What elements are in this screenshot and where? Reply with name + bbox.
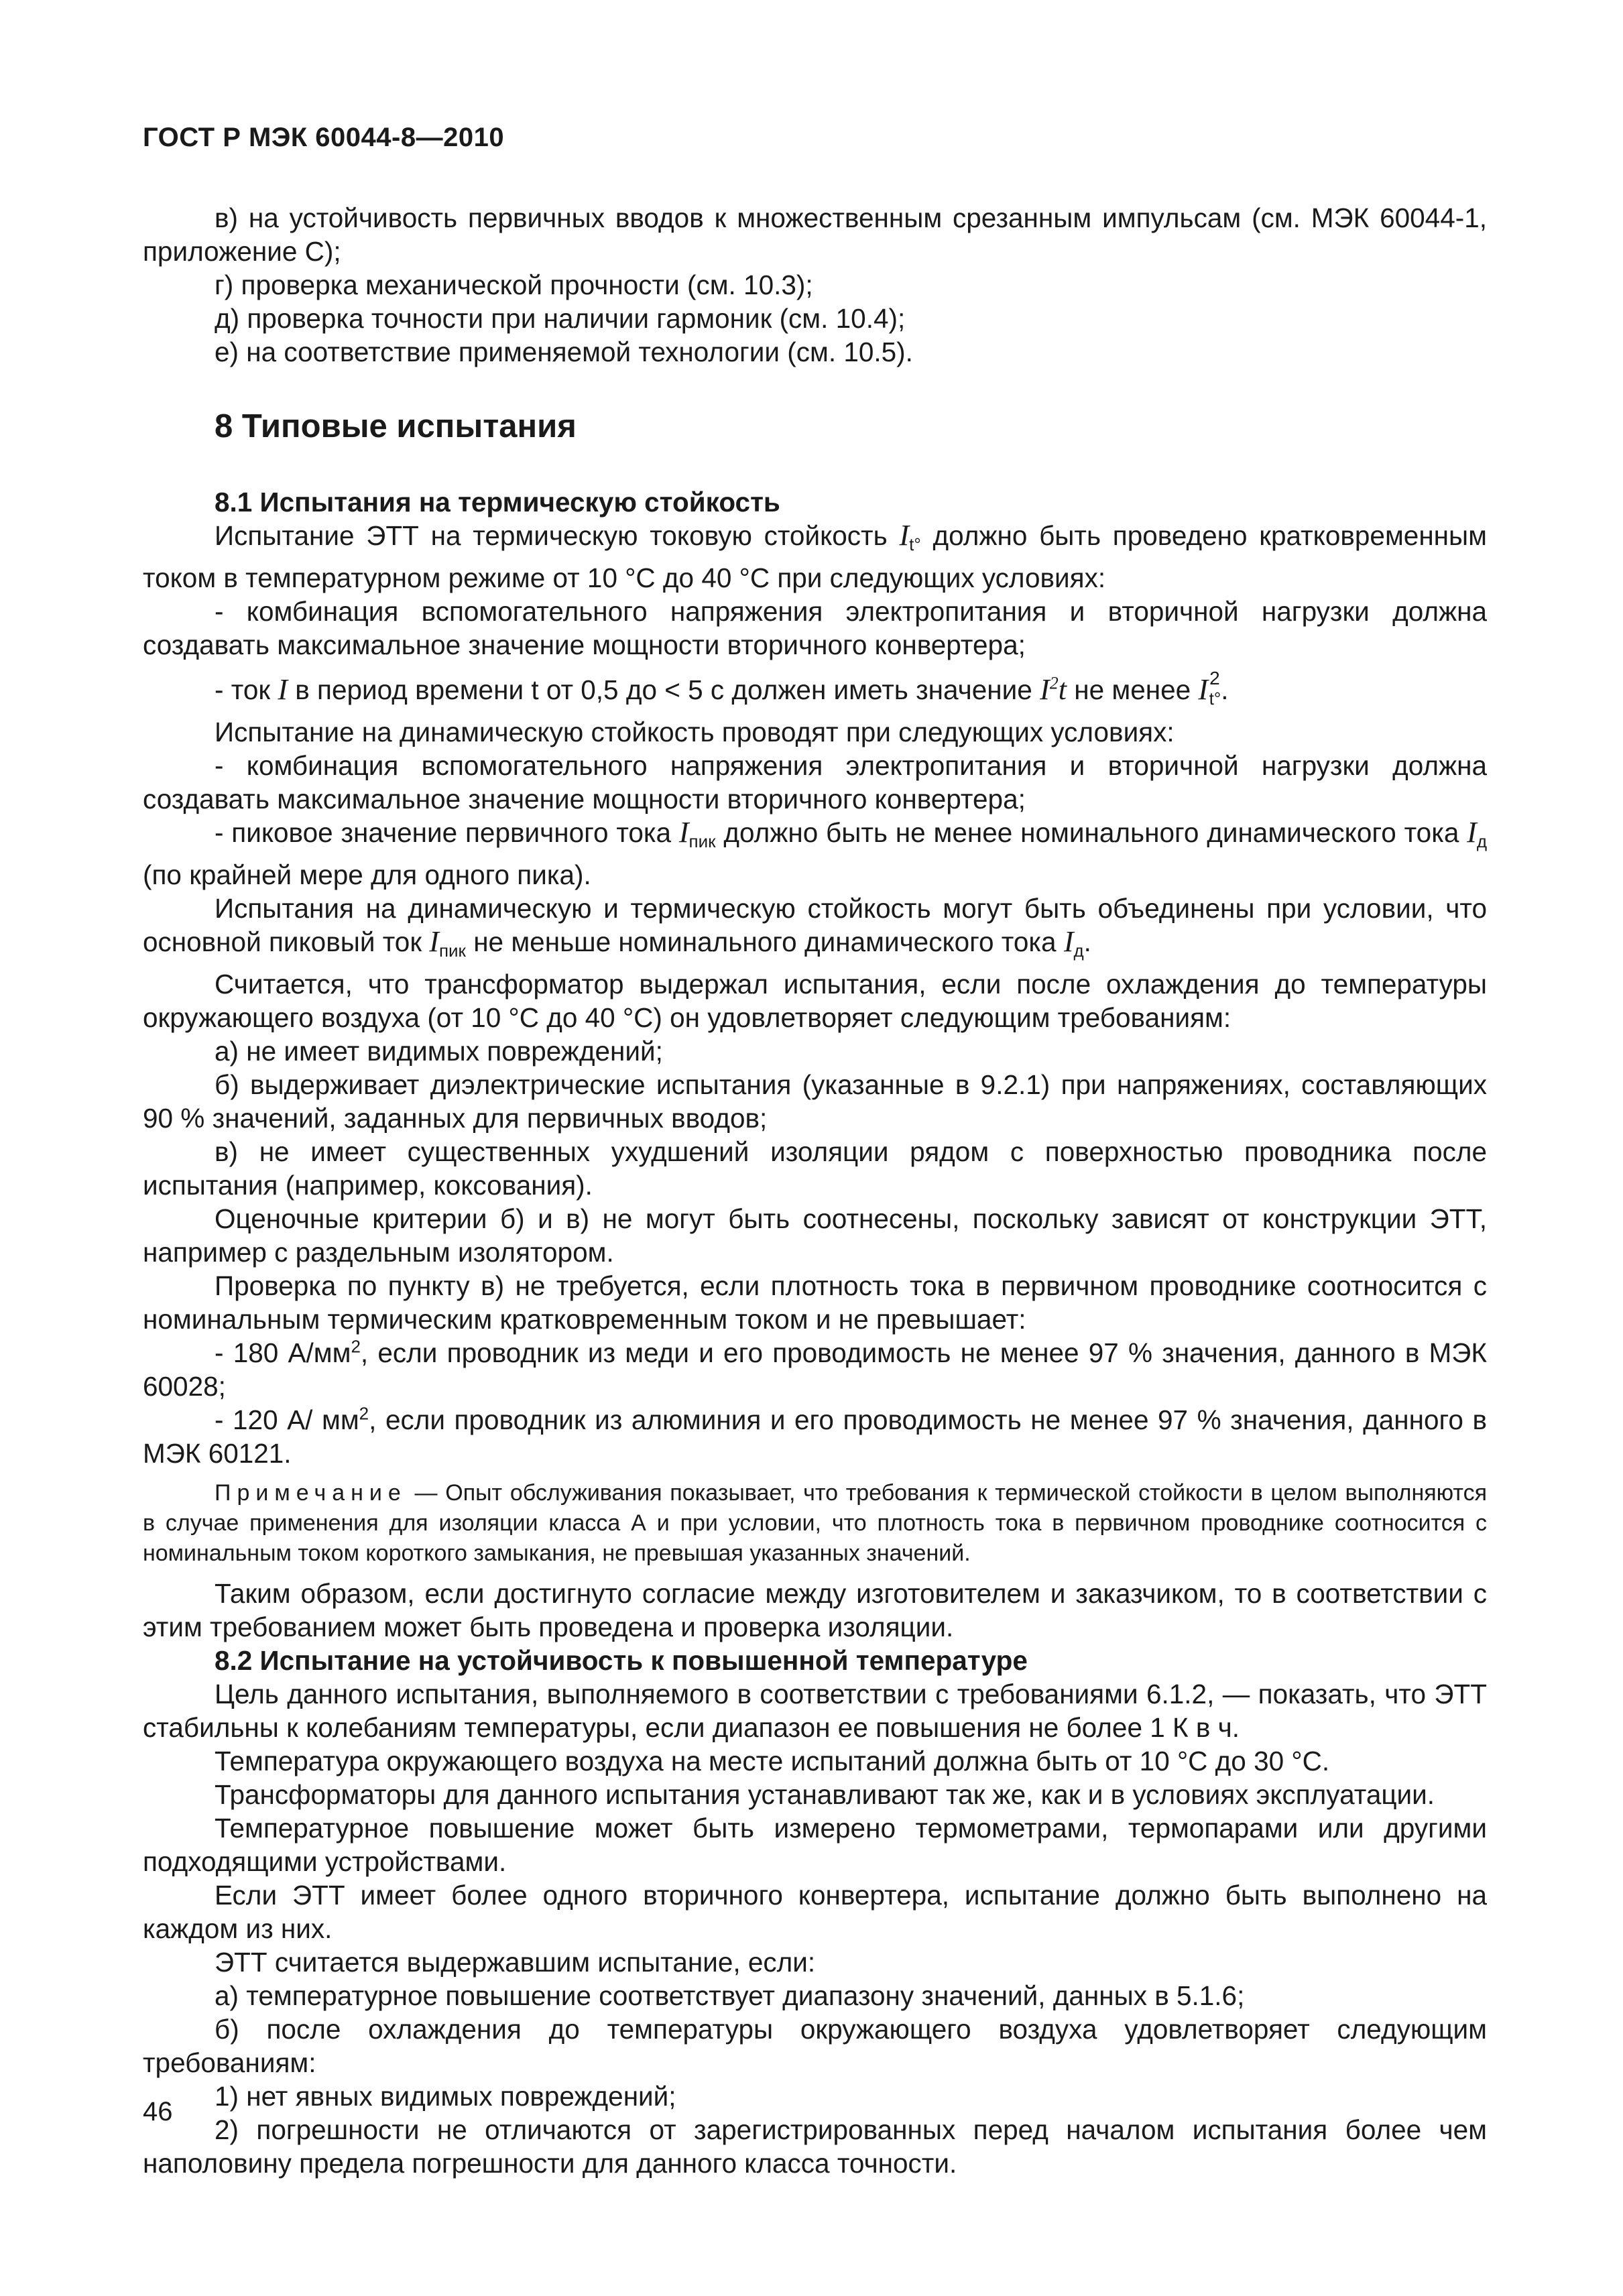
note-text: — Опыт обслуживания показывает, что требования к термической стойкости в целом выполняются в случае применения для изоляции класса А и при условии, что плотность тока в первичном проводнике соотносится с номинальным током короткого замыкания, не превышая указанных значений. <box>143 1480 1487 1566</box>
paragraph-8-1-6 <box>143 816 1487 892</box>
paragraph-8-1-14 <box>143 1336 1487 1403</box>
paragraph-8-1-16: Таким образом, если достигнуто согласие между изготовителем и заказчиком, то в соответствии с этим требованием может быть проведена и проверка изоляции. <box>143 1578 1487 1642</box>
paragraph-8-1-13: Проверка по пункту в) не требуется, если плотность тока в первичном проводнике соотносится с номинальным термическим кратковременным током и не превышает: <box>143 1270 1487 1335</box>
symbol-t: t <box>1058 673 1067 706</box>
text: Испытание ЭТТ на термическую токовую стойкость <box>215 520 900 551</box>
paragraph-8-2-6: ЭТТ считается выдержавшим испытание, если: <box>215 1947 816 1978</box>
text: - ток <box>215 674 278 705</box>
note <box>143 1478 1487 1569</box>
paragraph-8-2-1: Цель данного испытания, выполняемого в соответствии с требованиями 6.1.2, — показать, что ЭТТ стабильны к колебаниям температуры, если диапазон ее повышения не более 1 К в ч. <box>143 1679 1487 1743</box>
symbol-I-dyn <box>1063 925 1084 961</box>
section-8-heading: 8 Типовые испытания <box>215 408 577 444</box>
text: (по крайней мере для одного пика). <box>143 859 591 890</box>
text: , если проводник из меди и его проводимость не менее 97 % значения, данного в МЭК 60028; <box>143 1337 1487 1402</box>
list-item-g: г) проверка механической прочности (см. 10.3); <box>215 269 813 300</box>
page-content <box>143 201 1487 2180</box>
subsection-8-2-heading: 8.2 Испытание на устойчивость к повышенной температуре <box>215 1645 1028 1676</box>
paragraph-8-1-7 <box>143 892 1487 967</box>
symbol-subscript: д <box>1073 941 1084 961</box>
symbol-base: I <box>429 925 439 958</box>
text: . <box>1221 674 1229 705</box>
text: . <box>1083 926 1091 957</box>
symbol-superscript: 2 <box>1209 668 1220 688</box>
paragraph-8-1-8: Считается, что трансформатор выдержал испытания, если после охлаждения до температуры окружающего воздуха (от 10 °С до 40 °С) он удовлетворяет следующим требованиям: <box>143 969 1487 1033</box>
document-header: ГОСТ Р МЭК 60044-8—2010 <box>143 123 505 152</box>
superscript: 2 <box>351 1336 361 1357</box>
paragraph-8-1-3 <box>143 662 1487 715</box>
text: не менее <box>1066 674 1199 705</box>
symbol-I-dyn <box>1467 816 1487 849</box>
symbol-base: I <box>899 519 910 552</box>
symbol-base: I <box>678 816 689 849</box>
symbol-I-peak <box>679 816 716 849</box>
list-item-v: в) на устойчивость первичных вводов к множественным срезанным импульсам (см. МЭК 60044-1, приложение С); <box>143 202 1487 267</box>
superscript: 2 <box>359 1403 369 1424</box>
text: - 120 А/ мм <box>215 1404 359 1435</box>
symbol-subscript: пик <box>688 831 716 851</box>
text: должно быть не менее номинального динамического тока <box>715 817 1467 848</box>
paragraph-8-2-3: Трансформаторы для данного испытания устанавливают так же, как и в условиях эксплуатации. <box>215 1779 1435 1810</box>
text: от 0,5 до < 5 с должен иметь значение <box>538 674 1040 705</box>
paragraph-8-1-9: а) не имеет видимых повреждений; <box>215 1036 663 1067</box>
paragraph-8-1-12: Оценочные критерии б) и в) не могут быть соотнесены, поскольку зависят от конструкции ЭТТ, например с раздельным изолятором. <box>143 1203 1487 1268</box>
symbol-subscript: t° <box>909 534 921 554</box>
paragraph-8-2-9: 1) нет явных видимых повреждений; <box>215 2081 676 2112</box>
symbol-I-peak <box>429 925 466 961</box>
paragraph-8-1-2: - комбинация вспомогательного напряжения электропитания и вторичной нагрузки должна создавать максимальное значение мощности вторичного конвертера; <box>143 596 1487 660</box>
symbol-t: t <box>531 674 539 705</box>
symbol-It2 <box>1198 668 1221 709</box>
note-label: Примечание <box>215 1480 407 1506</box>
paragraph-8-1-5: - комбинация вспомогательного напряжения электропитания и вторичной нагрузки должна создавать максимальное значение мощности вторичного конвертера; <box>143 750 1487 814</box>
paragraph-8-2-10: 2) погрешности не отличаются от зарегистрированных перед началом испытания более чем наполовину предела погрешности для данного класса точности. <box>143 2114 1487 2179</box>
page-number: 46 <box>143 2097 173 2126</box>
symbol-base: I <box>1040 673 1050 706</box>
paragraph-8-2-4: Температурное повышение может быть измерено термометрами, термопарами или другими подходящими устройствами. <box>143 1813 1487 1877</box>
paragraph-8-2-8: б) после охлаждения до температуры окружающего воздуха удовлетворяет следующим требованиям: <box>143 2014 1487 2078</box>
list-item-d: д) проверка точности при наличии гармоник (см. 10.4); <box>215 303 906 334</box>
symbol-subscript: д <box>1476 831 1487 851</box>
paragraph-8-2-5: Если ЭТТ имеет более одного вторичного конвертера, испытание должно быть выполнено на каждом из них. <box>143 1880 1487 1944</box>
symbol-base: I <box>1467 816 1477 849</box>
text: в период времени <box>288 674 532 705</box>
symbol-I: I <box>278 673 288 706</box>
text: - пиковое значение первичного тока <box>215 817 679 848</box>
symbol-base: I <box>1198 673 1209 706</box>
text: , если проводник из алюминия и его проводимость не менее 97 % значения, данного в МЭК 60121. <box>143 1404 1487 1469</box>
text: не меньше номинального динамического тока <box>465 926 1064 957</box>
list-item-e: е) на соответствие применяемой технологии (см. 10.5). <box>215 337 913 367</box>
paragraph-8-1-10: б) выдерживает диэлектрические испытания (указанные в 9.2.1) при напряжениях, составляющих 90 % значений, заданных для первичных вводов; <box>143 1069 1487 1134</box>
symbol-I <box>899 519 920 552</box>
symbol-base: I <box>1063 925 1074 958</box>
paragraph-8-1-4: Испытание на динамическую стойкость проводят при следующих условиях: <box>215 717 1175 747</box>
symbol-I2t <box>1040 673 1067 706</box>
text: должно быть проведено кратковременным током в температурном режиме от 10 °С до 40 °С при следующих условиях: <box>143 520 1487 593</box>
text: Испытания на динамическую и термическую стойкость могут быть объединены при условии, что основной пиковый ток <box>143 893 1487 957</box>
subsection-8-1-heading: 8.1 Испытания на термическую стойкость <box>215 487 780 518</box>
symbol-subscript: t° <box>1209 688 1221 709</box>
paragraph-8-1-1 <box>143 519 1487 595</box>
text: - 180 А/мм <box>215 1337 351 1368</box>
paragraph-8-2-7: а) температурное повышение соответствует диапазону значений, данных в 5.1.6; <box>215 1980 1245 2011</box>
symbol-subscript: пик <box>438 941 466 961</box>
symbol-superscript: 2 <box>1049 673 1059 693</box>
paragraph-8-1-15 <box>143 1403 1487 1470</box>
paragraph-8-1-11: в) не имеет существенных ухудшений изоляции рядом с поверхностью проводника после испытания (например, коксования). <box>143 1136 1487 1201</box>
paragraph-8-2-2: Температура окружающего воздуха на месте испытаний должна быть от 10 °С до 30 °С. <box>215 1746 1330 1776</box>
